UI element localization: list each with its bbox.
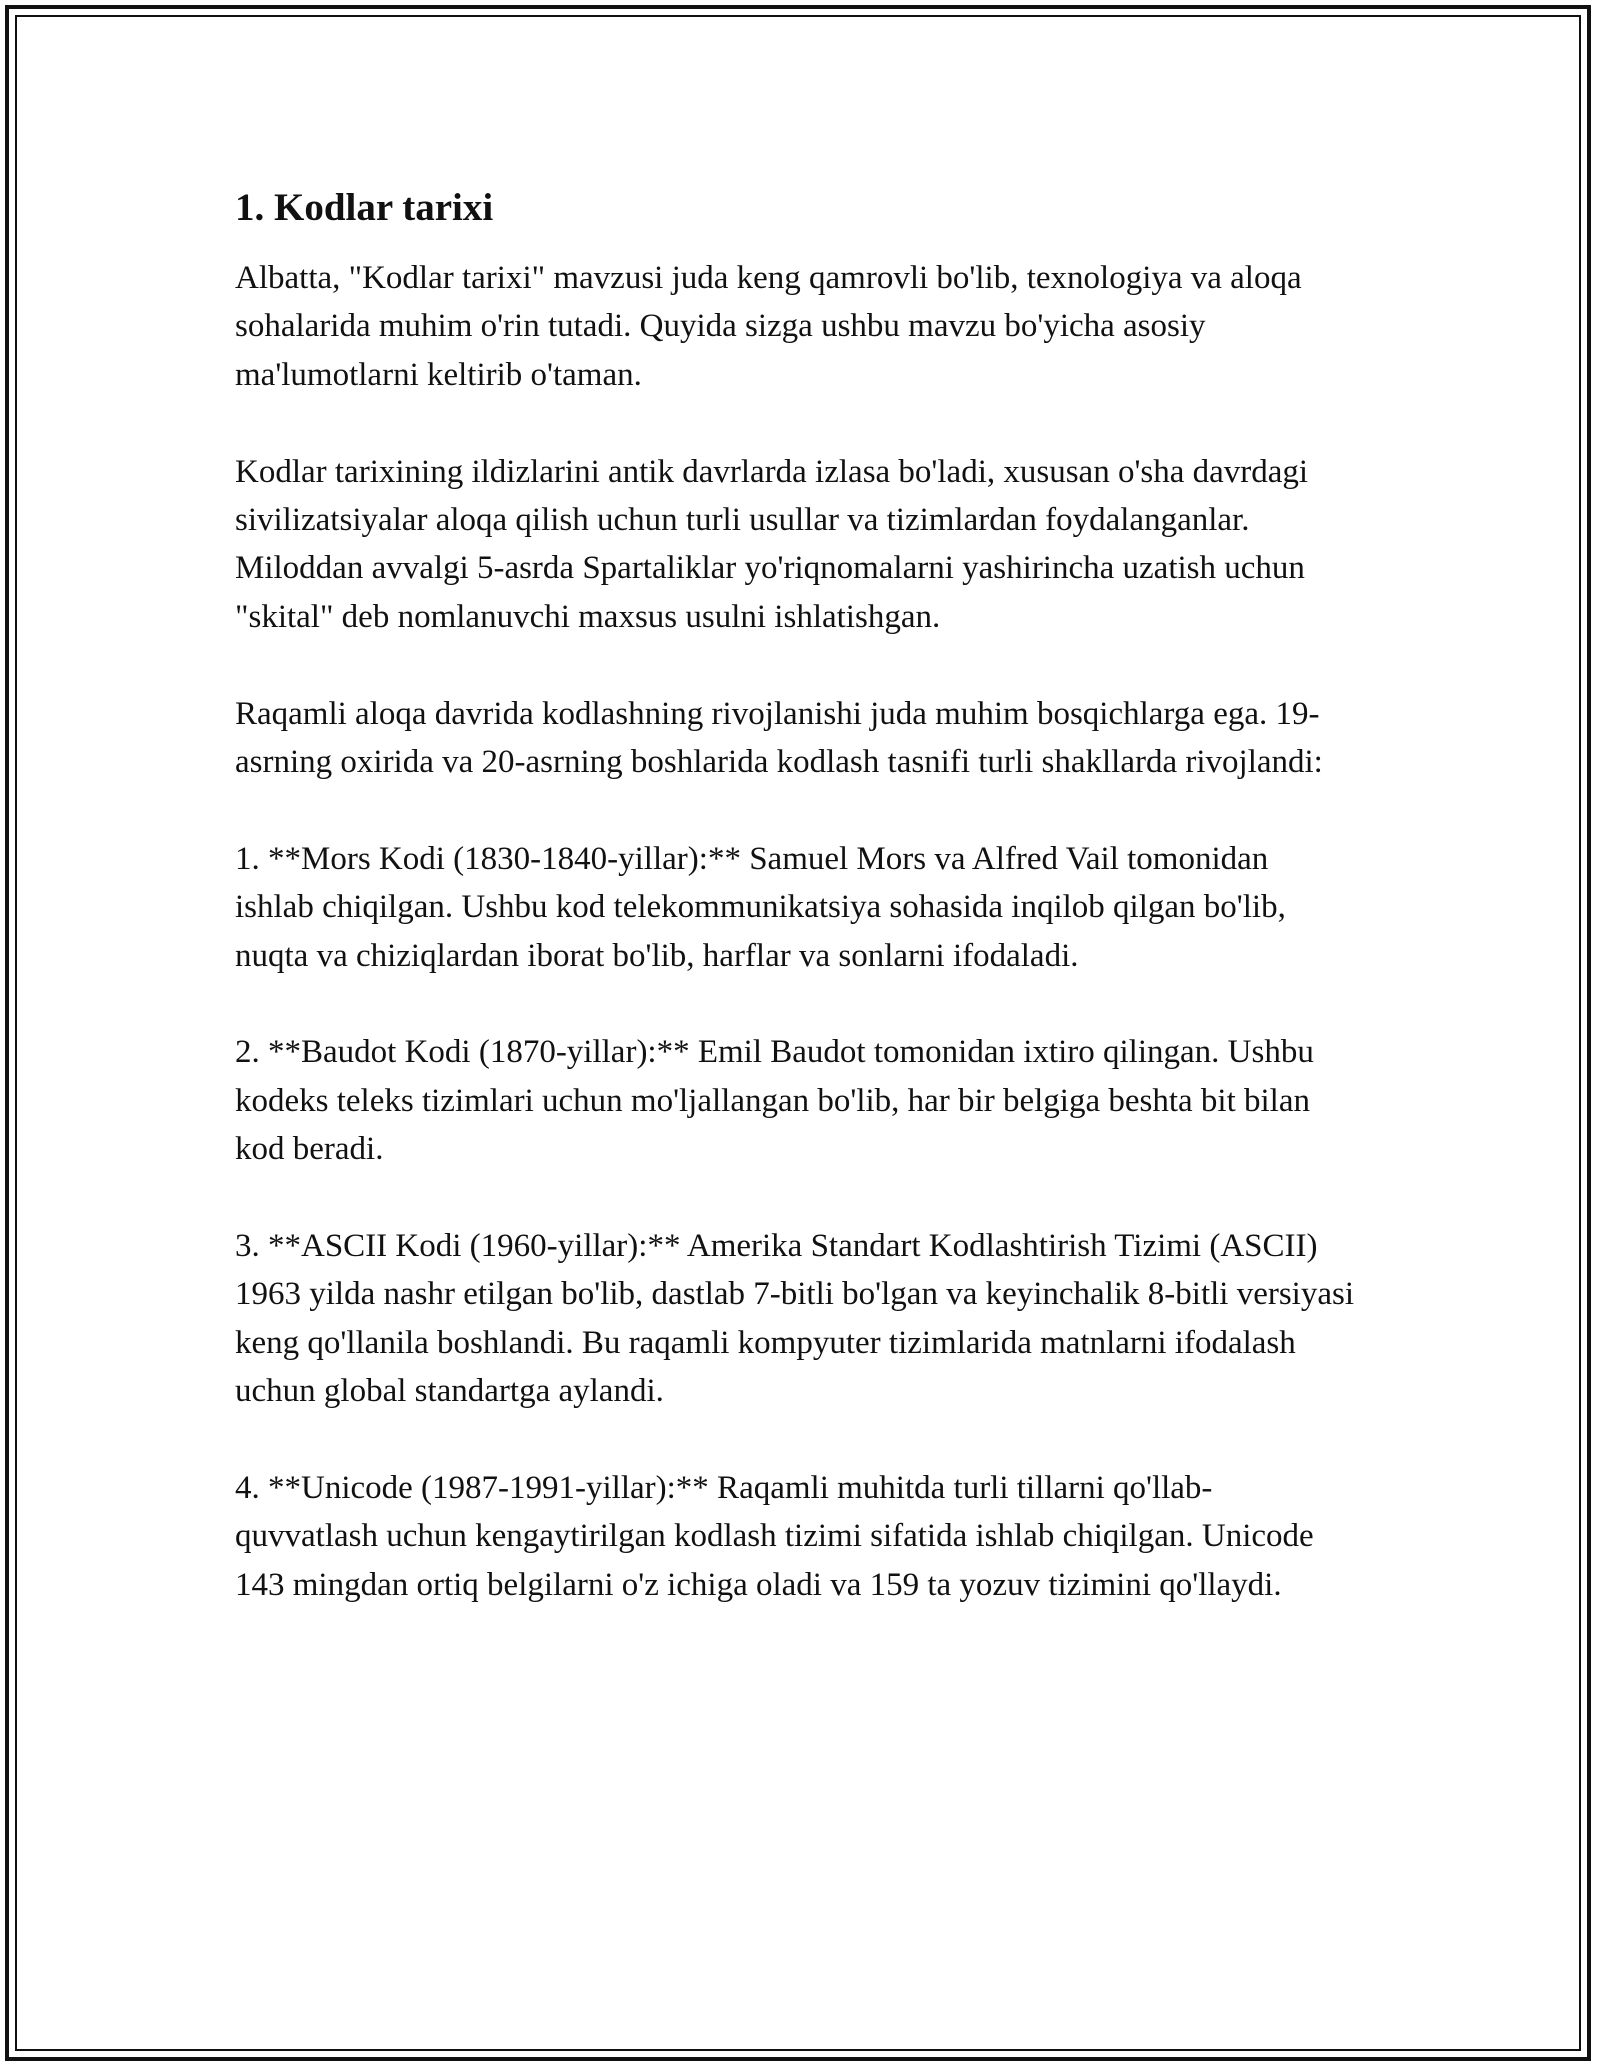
section-title: 1. Kodlar tarixi	[235, 186, 494, 229]
paragraph-intro: Albatta, "Kodlar tarixi" mavzusi juda keng qamrovli bo'lib, texnologiya va aloqa sohalarida muhim o'rin tutadi. Quyida sizga ushbu mavzu bo'yicha asosiy ma'lumotlarni keltirib o'taman.	[235, 260, 1302, 393]
paragraph-ancient-history: Kodlar tarixining ildizlarini antik davrlarda izlasa bo'ladi, xususan o'sha davrdagi sivilizatsiyalar aloqa qilish uchun turli usullar va tizimlardan foydalanganlar. Miloddan avvalgi 5-asrda Spartaliklar yo'riqnomalarni yashirincha uzatish uchun "skital" deb nomlanuvchi maxsus usulni ishlatishgan.	[235, 453, 1309, 635]
paragraph-digital-era: Raqamli aloqa davrida kodlashning rivojlanishi juda muhim bosqichlarga ega. 19-asrning oxirida va 20-asrning boshlarida kodlash tasnifi turli shakllarda rivojlandi:	[235, 695, 1323, 781]
list-item-ascii-code: 3. **ASCII Kodi (1960-yillar):** Amerika Standart Kodlashtirish Tizimi (ASCII) 1963 yilda nashr etilgan bo'lib, dastlab 7-bitli bo'lgan va keyinchalik 8-bitli versiyasi keng qo'llanila boshlandi. Bu raqamli kompyuter tizimlarida matnlarni ifodalash uchun global standartga aylandi.	[235, 1228, 1355, 1410]
list-item-baudot-code: 2. **Baudot Kodi (1870-yillar):** Emil Baudot tomonidan ixtiro qilingan. Ushbu kodeks teleks tizimlari uchun mo'ljallangan bo'lib, har bir belgiga beshta bit bilan kod beradi.	[235, 1034, 1314, 1168]
document-body	[235, 185, 1355, 1658]
list-item-morse-code: 1. **Mors Kodi (1830-1840-yillar):** Samuel Mors va Alfred Vail tomonidan ishlab chiqilgan. Ushbu kod telekommunikatsiya sohasida inqilob qilgan bo'lib, nuqta va chiziqlardan iborat bo'lib, harflar va sonlarni ifodaladi.	[235, 840, 1286, 974]
list-item-unicode: 4. **Unicode (1987-1991-yillar):** Raqamli muhitda turli tillarni qo'llab-quvvatlash uchun kengaytirilgan kodlash tizimi sifatida ishlab chiqilgan. Unicode 143 mingdan ortiq belgilarni o'z ichiga oladi va 159 ta yozuv tizimini qo'llaydi.	[235, 1470, 1314, 1603]
